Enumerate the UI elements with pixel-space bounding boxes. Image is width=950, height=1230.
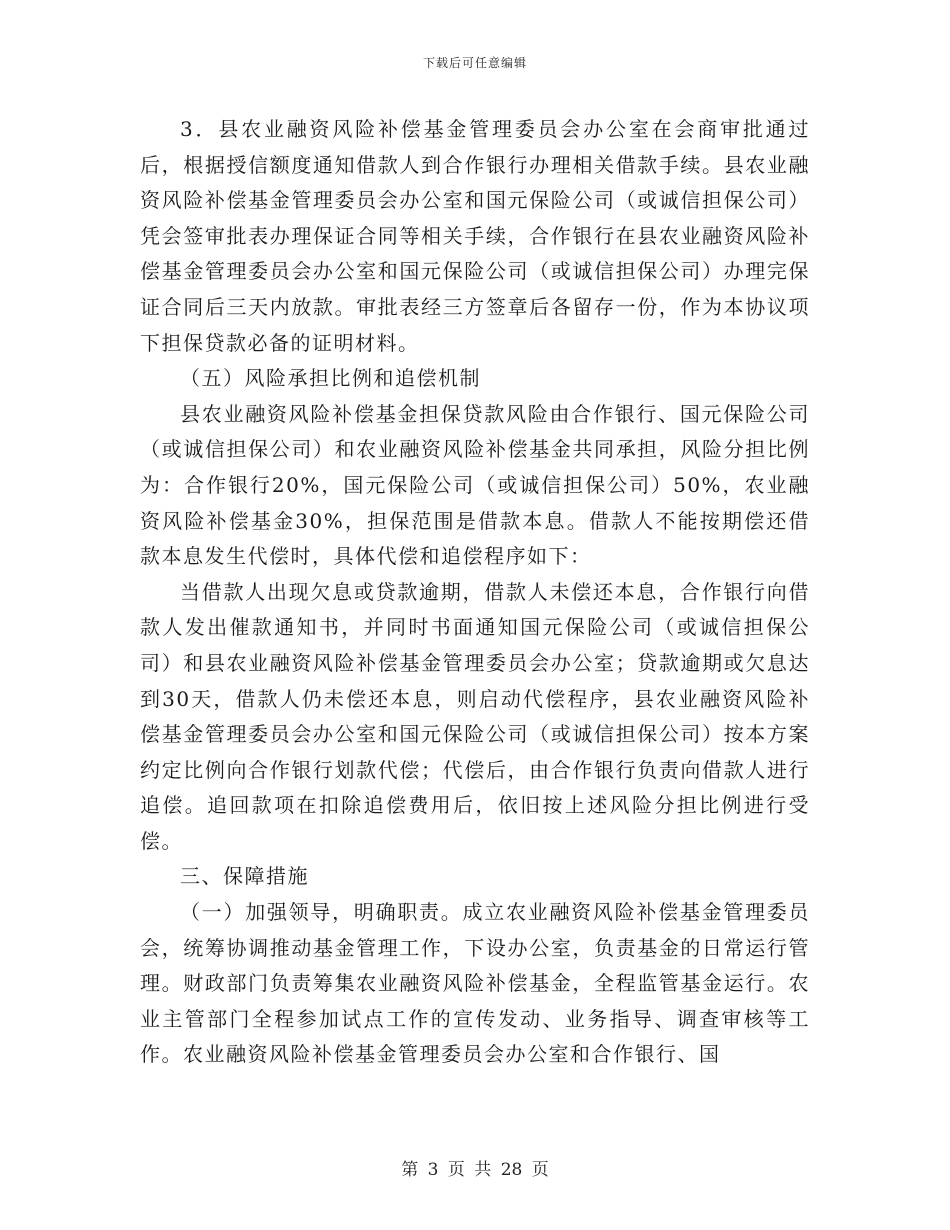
paragraph-risk-ratio: 县农业融资风险补偿基金担保贷款风险由合作银行、国元保险公司（或诚信担保公司）和农业融资风险补偿基金共同承担，风险分担比例为：合作银行20%，国元保险公司（或诚信担保公司）50%，农业融资风险补偿基金30%，担保范围是借款本息。借款人不能按期偿还借款本息发生代偿时，具体代偿和追偿程序如下： bbox=[140, 401, 810, 569]
paragraph-compensation-procedure: 当借款人出现欠息或贷款逾期，借款人未偿还本息，合作银行向借款人发出催款通知书，并同时书面通知国元保险公司（或诚信担保公司）和县农业融资风险补偿基金管理委员会办公室；贷款逾期或欠息达到30天，借款人仍未偿还本息，则启动代偿程序，县农业融资风险补偿基金管理委员会办公室和国元保险公司（或诚信担保公司）按本方案约定比例向合作银行划款代偿；代偿后，由合作银行负责向借款人进行追偿。追回款项在扣除追偿费用后，依旧按上述风险分担比例进行受偿。 bbox=[140, 579, 810, 853]
page-footer: 第 3 页 共 28 页 bbox=[401, 1160, 549, 1180]
page-header: 下载后可任意编辑 bbox=[422, 56, 527, 70]
section-heading-risk-sharing: （五）风险承担比例和追偿机制 bbox=[180, 366, 481, 391]
paragraph-approval: 3．县农业融资风险补偿基金管理委员会办公室在会商审批通过后，根据授信额度通知借款人到合作银行办理相关借款手续。县农业融资风险补偿基金管理委员会办公室和国元保险公司（或诚信担保公司）凭会签审批表办理保证合同等相关手续，合作银行在县农业融资风险补偿基金管理委员会办公室和国元保险公司（或诚信担保公司）办理完保证合同后三天内放款。审批表经三方签章后各留存一份，作为本协议项下担保贷款必备的证明材料。 bbox=[140, 117, 810, 355]
paragraph-leadership: （一）加强领导，明确职责。成立农业融资风险补偿基金管理委员会，统筹协调推动基金管理工作，下设办公室，负责基金的日常运行管理。财政部门负责筹集农业融资风险补偿基金，全程监管基金运行。农业主管部门全程参加试点工作的宣传发动、业务指导、调查审核等工作。农业融资风险补偿基金管理委员会办公室和合作银行、国 bbox=[140, 900, 810, 1067]
document-body bbox=[140, 112, 810, 1073]
section-heading-safeguards: 三、保障措施 bbox=[180, 864, 309, 889]
